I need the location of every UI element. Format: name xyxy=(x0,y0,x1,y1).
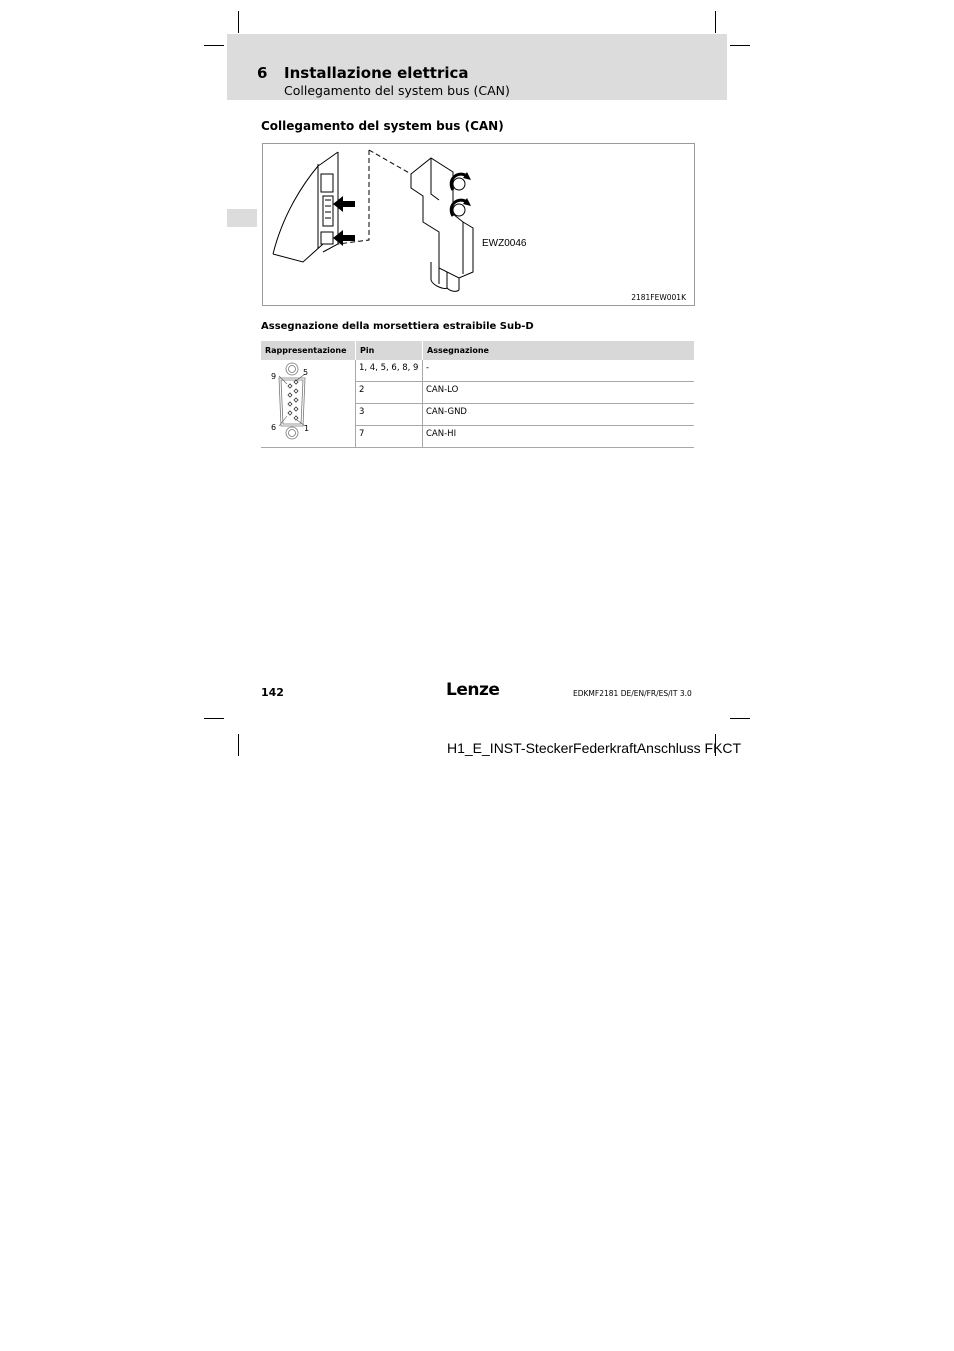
pin-label-6: 6 xyxy=(271,423,277,432)
column-header-pin: Pin xyxy=(356,341,423,360)
table-row xyxy=(261,360,694,382)
pin-label-9: 9 xyxy=(271,372,277,381)
pin-cell: 1, 4, 5, 6, 8, 9 xyxy=(356,360,423,382)
lenze-logo: Lenze xyxy=(446,680,500,700)
table-header-row xyxy=(261,341,694,360)
assignment-cell: - xyxy=(423,360,695,382)
pin-label-5: 5 xyxy=(303,368,309,377)
figure-label: EWZ0046 xyxy=(482,238,527,249)
sub-d-connector-icon xyxy=(261,360,354,442)
pin-label-1: 1 xyxy=(304,424,310,433)
crop-mark xyxy=(204,718,224,719)
table-title: Assegnazione della morsettiera estraibile Sub-D xyxy=(261,321,534,332)
page-number: 142 xyxy=(261,686,284,699)
crop-mark xyxy=(730,45,750,46)
connector-illustration xyxy=(263,144,694,305)
footer-file-name: H1_E_INST-SteckerFederkraftAnschluss FKCT xyxy=(447,740,742,756)
pin-cell: 7 xyxy=(356,426,423,448)
figure-code: 2181FEW001K xyxy=(631,293,686,302)
assignment-cell: CAN-LO xyxy=(423,382,695,404)
column-header-assignment: Assegnazione xyxy=(423,341,695,360)
chapter-number: 6 xyxy=(257,64,268,82)
pin-cell: 3 xyxy=(356,404,423,426)
pin-assignment-table xyxy=(261,341,694,448)
section-title: Collegamento del system bus (CAN) xyxy=(261,119,504,133)
connector-drawing-cell xyxy=(261,360,356,448)
connection-figure xyxy=(262,143,695,306)
crop-mark xyxy=(238,11,239,33)
crop-mark xyxy=(730,718,750,719)
assignment-cell: CAN-GND xyxy=(423,404,695,426)
chapter-subtitle: Collegamento del system bus (CAN) xyxy=(284,83,510,98)
crop-mark xyxy=(204,45,224,46)
crop-mark xyxy=(715,11,716,33)
document-code: EDKMF2181 DE/EN/FR/ES/IT 3.0 xyxy=(573,689,692,698)
chapter-title: Installazione elettrica xyxy=(284,64,469,82)
crop-mark xyxy=(238,734,239,756)
column-header-representation: Rappresentazione xyxy=(261,341,356,360)
pin-cell: 2 xyxy=(356,382,423,404)
assignment-cell: CAN-HI xyxy=(423,426,695,448)
chapter-side-tab xyxy=(227,209,257,227)
